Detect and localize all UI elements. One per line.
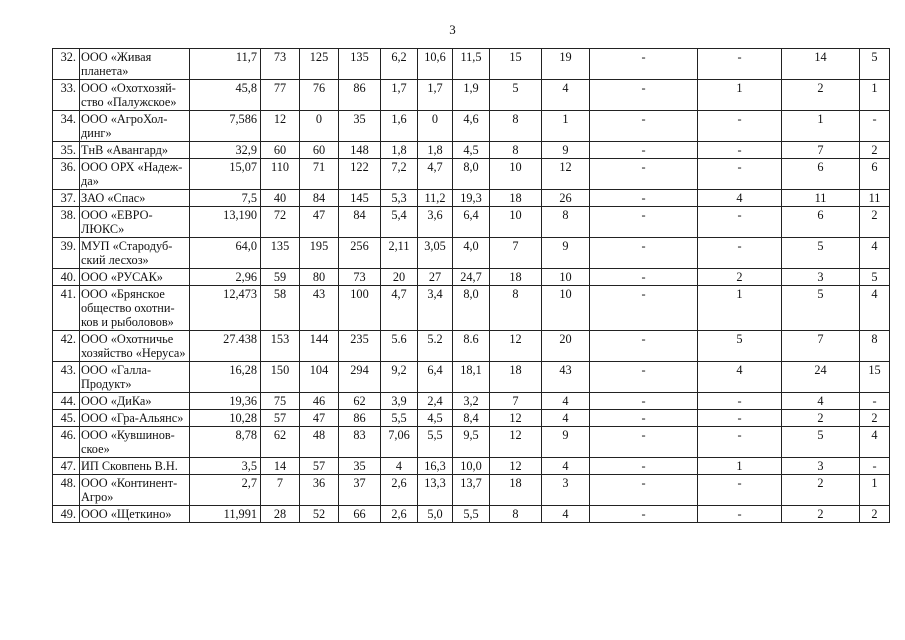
table-cell: 11: [860, 190, 890, 207]
table-cell: -: [698, 207, 782, 238]
table-cell: 5,5: [453, 506, 490, 523]
table-cell: -: [590, 207, 698, 238]
table-cell: 5: [782, 238, 860, 269]
table-cell: 66: [339, 506, 381, 523]
table-cell: 37: [339, 475, 381, 506]
table-cell: 6: [782, 207, 860, 238]
table-cell: 43: [542, 362, 590, 393]
table-cell: -: [590, 111, 698, 142]
table-cell: 1,7: [381, 80, 418, 111]
row-number: 34.: [53, 111, 80, 142]
table-cell: 11,2: [418, 190, 453, 207]
table-cell: 2: [860, 410, 890, 427]
table-row: [53, 142, 890, 159]
table-cell: 13,7: [453, 475, 490, 506]
table-cell: 73: [261, 49, 300, 80]
table-cell: 19,3: [453, 190, 490, 207]
table-row: [53, 427, 890, 458]
table-cell: -: [698, 238, 782, 269]
table-cell: 1,7: [418, 80, 453, 111]
table-cell: -: [698, 159, 782, 190]
organization-name: МУП «Стародуб-ский лесхоз»: [80, 238, 190, 269]
table-row: [53, 80, 890, 111]
organization-name: ООО «Гра-Альянс»: [80, 410, 190, 427]
table-row: [53, 458, 890, 475]
table-cell: 2,4: [418, 393, 453, 410]
table-cell: 52: [300, 506, 339, 523]
table-cell: 5: [860, 49, 890, 80]
table-cell: -: [860, 111, 890, 142]
table-cell: 7,586: [190, 111, 261, 142]
table-cell: 32,9: [190, 142, 261, 159]
organization-name: ТнВ «Авангард»: [80, 142, 190, 159]
row-number: 42.: [53, 331, 80, 362]
table-cell: 86: [339, 410, 381, 427]
table-cell: 83: [339, 427, 381, 458]
table-cell: 4: [542, 80, 590, 111]
table-cell: -: [590, 331, 698, 362]
organization-name: ООО «Охотхозяй-ство «Палужское»: [80, 80, 190, 111]
organization-name: ИП Сковпень В.Н.: [80, 458, 190, 475]
table-cell: -: [698, 49, 782, 80]
table-cell: 8: [860, 331, 890, 362]
table-cell: 122: [339, 159, 381, 190]
row-number: 47.: [53, 458, 80, 475]
table-cell: 14: [261, 458, 300, 475]
table-cell: 235: [339, 331, 381, 362]
table-cell: -: [860, 393, 890, 410]
table-cell: -: [698, 506, 782, 523]
table-cell: 15: [860, 362, 890, 393]
table-cell: 8,4: [453, 410, 490, 427]
row-number: 32.: [53, 49, 80, 80]
table-cell: 18,1: [453, 362, 490, 393]
row-number: 45.: [53, 410, 80, 427]
table-cell: 2: [782, 410, 860, 427]
table-cell: 145: [339, 190, 381, 207]
table-cell: 4: [698, 190, 782, 207]
table-row: [53, 190, 890, 207]
row-number: 46.: [53, 427, 80, 458]
table-row: [53, 475, 890, 506]
table-cell: -: [698, 111, 782, 142]
table-cell: 5: [782, 427, 860, 458]
table-cell: 24,7: [453, 269, 490, 286]
table-cell: -: [698, 142, 782, 159]
table-cell: 1,8: [418, 142, 453, 159]
table-cell: 10,6: [418, 49, 453, 80]
table-cell: 9,5: [453, 427, 490, 458]
table-cell: 10: [490, 159, 542, 190]
row-number: 43.: [53, 362, 80, 393]
table-cell: 4: [381, 458, 418, 475]
table-cell: 7: [782, 331, 860, 362]
table-cell: 1,8: [381, 142, 418, 159]
table-cell: 3: [782, 458, 860, 475]
table-cell: 5,5: [418, 427, 453, 458]
table-cell: 60: [300, 142, 339, 159]
table-cell: -: [590, 427, 698, 458]
table-cell: 18: [490, 362, 542, 393]
table-cell: 148: [339, 142, 381, 159]
table-cell: 1: [698, 80, 782, 111]
table-row: [53, 506, 890, 523]
table-cell: 1: [698, 458, 782, 475]
table-cell: 46: [300, 393, 339, 410]
table-cell: 45,8: [190, 80, 261, 111]
table-cell: 4,6: [453, 111, 490, 142]
row-number: 49.: [53, 506, 80, 523]
table-cell: 47: [300, 410, 339, 427]
table-cell: -: [698, 475, 782, 506]
table-cell: 10: [490, 207, 542, 238]
organization-name: ООО «ДиКа»: [80, 393, 190, 410]
table-cell: 12: [490, 410, 542, 427]
data-table: [52, 48, 890, 523]
table-cell: 3,5: [190, 458, 261, 475]
table-cell: 8: [542, 207, 590, 238]
table-cell: 6,4: [453, 207, 490, 238]
table-cell: 12,473: [190, 286, 261, 331]
table-cell: 9: [542, 427, 590, 458]
row-number: 41.: [53, 286, 80, 331]
table-cell: 76: [300, 80, 339, 111]
table-cell: 18: [490, 475, 542, 506]
table-cell: 5,3: [381, 190, 418, 207]
table-cell: 57: [300, 458, 339, 475]
table-cell: 1: [782, 111, 860, 142]
table-cell: 24: [782, 362, 860, 393]
row-number: 40.: [53, 269, 80, 286]
table-cell: 77: [261, 80, 300, 111]
table-cell: -: [590, 142, 698, 159]
table-cell: 5: [698, 331, 782, 362]
table-cell: 3,6: [418, 207, 453, 238]
table-cell: 75: [261, 393, 300, 410]
table-cell: 9: [542, 142, 590, 159]
table-cell: 135: [339, 49, 381, 80]
table-cell: 60: [261, 142, 300, 159]
organization-name: ООО «ЕВРО-ЛЮКС»: [80, 207, 190, 238]
table-cell: 5,0: [418, 506, 453, 523]
table-cell: 15: [490, 49, 542, 80]
table-cell: 20: [542, 331, 590, 362]
table-cell: 8,78: [190, 427, 261, 458]
table-row: [53, 331, 890, 362]
table-cell: 84: [300, 190, 339, 207]
table-cell: 1: [860, 80, 890, 111]
table-cell: 27: [418, 269, 453, 286]
table-cell: 18: [490, 190, 542, 207]
table-cell: 7: [490, 238, 542, 269]
table-cell: 2: [860, 207, 890, 238]
table-cell: 8: [490, 506, 542, 523]
table-cell: 150: [261, 362, 300, 393]
table-cell: 1: [860, 475, 890, 506]
table-cell: 8,0: [453, 286, 490, 331]
table-cell: 4: [542, 393, 590, 410]
table-cell: 7: [782, 142, 860, 159]
table-cell: 2: [698, 269, 782, 286]
table-cell: 10,0: [453, 458, 490, 475]
table-cell: 72: [261, 207, 300, 238]
table-cell: 4,7: [381, 286, 418, 331]
table-cell: 5.6: [381, 331, 418, 362]
table-cell: 5,4: [381, 207, 418, 238]
table-cell: 62: [261, 427, 300, 458]
table-cell: 153: [261, 331, 300, 362]
table-row: [53, 111, 890, 142]
table-cell: 0: [418, 111, 453, 142]
table-cell: 35: [339, 458, 381, 475]
table-cell: 12: [490, 427, 542, 458]
row-number: 38.: [53, 207, 80, 238]
row-number: 36.: [53, 159, 80, 190]
table-cell: 2,7: [190, 475, 261, 506]
table-cell: -: [590, 458, 698, 475]
table-cell: 10: [542, 269, 590, 286]
table-cell: 3,2: [453, 393, 490, 410]
table-cell: -: [590, 190, 698, 207]
table-cell: 6,4: [418, 362, 453, 393]
table-cell: -: [698, 410, 782, 427]
table-cell: 7: [490, 393, 542, 410]
table-cell: 19: [542, 49, 590, 80]
table-cell: -: [590, 269, 698, 286]
table-cell: -: [590, 362, 698, 393]
row-number: 35.: [53, 142, 80, 159]
table-cell: 20: [381, 269, 418, 286]
organization-name: ООО «Живая планета»: [80, 49, 190, 80]
table-cell: -: [590, 49, 698, 80]
table-cell: 48: [300, 427, 339, 458]
table-cell: 2,6: [381, 506, 418, 523]
table-cell: 4,5: [418, 410, 453, 427]
row-number: 37.: [53, 190, 80, 207]
table-cell: 2: [860, 142, 890, 159]
table-cell: 7: [261, 475, 300, 506]
table-cell: 64,0: [190, 238, 261, 269]
table-cell: 57: [261, 410, 300, 427]
table-row: [53, 286, 890, 331]
table-cell: 1,6: [381, 111, 418, 142]
table-cell: 256: [339, 238, 381, 269]
page-number: 3: [449, 22, 456, 37]
table-cell: 16,28: [190, 362, 261, 393]
table-cell: -: [590, 238, 698, 269]
table-row: [53, 49, 890, 80]
table-cell: 86: [339, 80, 381, 111]
table-cell: 135: [261, 238, 300, 269]
table-cell: 104: [300, 362, 339, 393]
organization-name: ООО «РУСАК»: [80, 269, 190, 286]
table-cell: 10: [542, 286, 590, 331]
row-number: 44.: [53, 393, 80, 410]
table-cell: 8: [490, 142, 542, 159]
table-cell: 4: [860, 286, 890, 331]
table-cell: 294: [339, 362, 381, 393]
table-cell: 2,11: [381, 238, 418, 269]
row-number: 48.: [53, 475, 80, 506]
table-cell: 2: [782, 475, 860, 506]
table-cell: 71: [300, 159, 339, 190]
table-cell: 15,07: [190, 159, 261, 190]
table-cell: 8.6: [453, 331, 490, 362]
organization-name: ООО «Брянское общество охотни-ков и рыболовов»: [80, 286, 190, 331]
table-cell: 3,05: [418, 238, 453, 269]
table-cell: 4: [860, 427, 890, 458]
table-cell: 2: [860, 506, 890, 523]
table-cell: 43: [300, 286, 339, 331]
organization-name: ООО «Галла-Продукт»: [80, 362, 190, 393]
table-cell: 8: [490, 286, 542, 331]
table-cell: 12: [490, 331, 542, 362]
table-cell: 4: [860, 238, 890, 269]
table-cell: 6: [860, 159, 890, 190]
table-cell: 62: [339, 393, 381, 410]
table-cell: 5.2: [418, 331, 453, 362]
table-cell: 4,5: [453, 142, 490, 159]
table-cell: -: [590, 80, 698, 111]
table-cell: 4: [542, 458, 590, 475]
table-cell: 26: [542, 190, 590, 207]
table-cell: 73: [339, 269, 381, 286]
table-cell: 5: [490, 80, 542, 111]
table-cell: 12: [261, 111, 300, 142]
table-cell: 80: [300, 269, 339, 286]
table-cell: 11,5: [453, 49, 490, 80]
organization-name: ООО «Щеткино»: [80, 506, 190, 523]
table-cell: -: [590, 506, 698, 523]
table-cell: 28: [261, 506, 300, 523]
table-cell: 36: [300, 475, 339, 506]
table-cell: -: [698, 393, 782, 410]
table-cell: 6: [782, 159, 860, 190]
table-cell: 58: [261, 286, 300, 331]
table-cell: 2,6: [381, 475, 418, 506]
table-cell: 4,0: [453, 238, 490, 269]
table-cell: 100: [339, 286, 381, 331]
organization-name: ООО «Континент-Агро»: [80, 475, 190, 506]
row-number: 33.: [53, 80, 80, 111]
table-cell: 8,0: [453, 159, 490, 190]
table-cell: 84: [339, 207, 381, 238]
table-cell: 9,2: [381, 362, 418, 393]
table-cell: 4: [782, 393, 860, 410]
organization-name: ООО ОРХ «Надеж-да»: [80, 159, 190, 190]
table-cell: 4: [542, 410, 590, 427]
table-cell: 13,3: [418, 475, 453, 506]
table-cell: 1,9: [453, 80, 490, 111]
table-cell: 11,991: [190, 506, 261, 523]
table-cell: 18: [490, 269, 542, 286]
table-cell: 12: [490, 458, 542, 475]
table-cell: -: [590, 286, 698, 331]
table-cell: 13,190: [190, 207, 261, 238]
table-cell: 3: [782, 269, 860, 286]
table-row: [53, 362, 890, 393]
table-cell: -: [590, 475, 698, 506]
table-cell: 0: [300, 111, 339, 142]
organization-name: ЗАО «Спас»: [80, 190, 190, 207]
row-number: 39.: [53, 238, 80, 269]
table-cell: -: [860, 458, 890, 475]
table-cell: 4: [698, 362, 782, 393]
table-cell: -: [698, 427, 782, 458]
table-cell: 10,28: [190, 410, 261, 427]
table-cell: 144: [300, 331, 339, 362]
table-cell: 9: [542, 238, 590, 269]
table-cell: 35: [339, 111, 381, 142]
organization-name: ООО «Кувшинов-ское»: [80, 427, 190, 458]
table-cell: 7,06: [381, 427, 418, 458]
table-cell: -: [590, 410, 698, 427]
table-cell: 5: [860, 269, 890, 286]
table-row: [53, 393, 890, 410]
table-cell: 4,7: [418, 159, 453, 190]
table-cell: 5,5: [381, 410, 418, 427]
table-cell: 59: [261, 269, 300, 286]
table-cell: 3,9: [381, 393, 418, 410]
table-row: [53, 159, 890, 190]
organization-name: ООО «Охотничье хозяйство «Неруса»: [80, 331, 190, 362]
table-cell: -: [590, 393, 698, 410]
table-row: [53, 269, 890, 286]
table-row: [53, 410, 890, 427]
table-cell: 4: [542, 506, 590, 523]
table-cell: 195: [300, 238, 339, 269]
table-cell: 1: [542, 111, 590, 142]
table-cell: 8: [490, 111, 542, 142]
table-cell: 40: [261, 190, 300, 207]
table-cell: 3: [542, 475, 590, 506]
table-row: [53, 238, 890, 269]
table-cell: 125: [300, 49, 339, 80]
table-cell: 7,5: [190, 190, 261, 207]
table-cell: 110: [261, 159, 300, 190]
table-cell: 12: [542, 159, 590, 190]
organization-name: ООО «АгроХол-динг»: [80, 111, 190, 142]
table-cell: 27.438: [190, 331, 261, 362]
table-cell: 3,4: [418, 286, 453, 331]
table-cell: 6,2: [381, 49, 418, 80]
table-cell: 11,7: [190, 49, 261, 80]
table-cell: 47: [300, 207, 339, 238]
table-cell: 1: [698, 286, 782, 331]
table-cell: 2,96: [190, 269, 261, 286]
table-cell: 19,36: [190, 393, 261, 410]
table-cell: 2: [782, 506, 860, 523]
table-row: [53, 207, 890, 238]
table-cell: 5: [782, 286, 860, 331]
table-cell: 14: [782, 49, 860, 80]
table-cell: 2: [782, 80, 860, 111]
table-cell: -: [590, 159, 698, 190]
table-cell: 11: [782, 190, 860, 207]
table-cell: 16,3: [418, 458, 453, 475]
table-cell: 7,2: [381, 159, 418, 190]
